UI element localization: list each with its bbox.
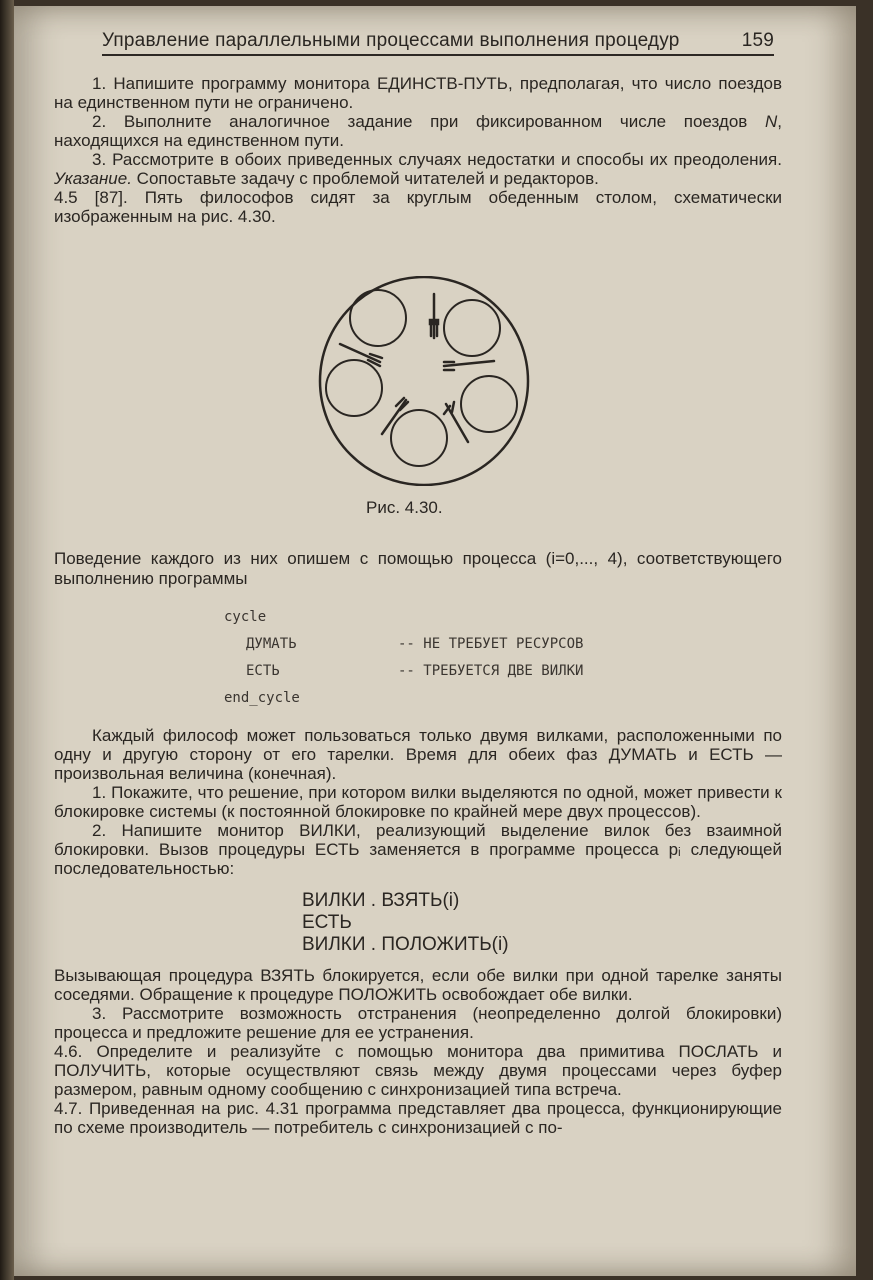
procedure-line: ВИЛКИ . ВЗЯТЬ(i) (302, 890, 460, 911)
paragraph: Вызывающая процедура ВЗЯТЬ блокируется, если обе вилки при одной тарелке заняты соседями. Обращение к процедуре ПОЛОЖИТЬ освобождает обе вилки. (54, 966, 782, 1004)
variable-n: N (764, 112, 778, 131)
code-command: ДУМАТЬ (246, 636, 297, 652)
hint-label: Указание. (54, 169, 132, 188)
fork-icon (382, 398, 408, 434)
exercise-2: 2. Напишите монитор ВИЛКИ, реализующий выделение вилок без взаимной блокировки. Вызов процедуры ЕСТЬ заменяется в программе процесса pᵢ следующей последовательностью: (54, 821, 782, 878)
code-line (224, 604, 583, 631)
plate-1 (350, 290, 406, 346)
book-spine-shadow (0, 0, 14, 1280)
fork-icon (444, 361, 494, 370)
code-keyword-cycle: cycle (224, 609, 267, 625)
exercise-3-text-a: 3. Рассмотрите в обоих приведенных случаях недостатки и способы их преодоления. (92, 150, 782, 169)
exercise-3-text-b: Сопоставьте задачу с проблемой читателей и редакторов. (131, 169, 599, 188)
book-page (14, 6, 856, 1276)
problem-4-5: 4.5 [87]. Пять философов сидят за круглым обеденным столом, схематически изображенным на рис. 4.30. (54, 188, 782, 226)
code-comment: -- НЕ ТРЕБУЕТ РЕСУРСОВ (398, 636, 584, 652)
philosophers-table-figure (304, 276, 544, 486)
exercise-1: 1. Покажите, что решение, при котором вилки выделяются по одной, может привести к блокировке системы (к постоянной блокировке по крайней мере двух процессов). (54, 783, 782, 821)
paragraph: Каждый философ может пользоваться только двумя вилками, расположенными по одну и другую сторону от его тарелки. Время для обеих фаз ДУМАТЬ и ЕСТЬ — произвольная величина (конечная). (54, 726, 782, 783)
figure-caption: Рис. 4.30. (366, 498, 443, 517)
code-line (224, 631, 583, 658)
procedure-line: ЕСТЬ (302, 912, 352, 933)
code-listing (224, 604, 583, 712)
exercise-3: 3. Рассмотрите возможность отстранения (неопределенно долгой блокировки) процесса и предложите решение для ее устранения. (54, 1004, 782, 1042)
code-comment: -- ТРЕБУЕТСЯ ДВЕ ВИЛКИ (398, 663, 584, 679)
plate-2 (444, 300, 500, 356)
exercise-2-text-a: 2. Выполните аналогичное задание при фиксированном числе поездов (92, 112, 765, 131)
process-description: Поведение каждого из них опишем с помощью процесса (i=0,..., 4), соответствующего выполнению программы (54, 549, 782, 588)
exercise-3 (54, 150, 782, 188)
code-line (224, 685, 583, 712)
page-number: 159 (741, 30, 774, 51)
exercise-2 (54, 112, 782, 150)
code-keyword-end-cycle: end_cycle (224, 690, 300, 706)
code-command: ЕСТЬ (246, 663, 280, 679)
problem-4-6: 4.6. Определите и реализуйте с помощью монитора два примитива ПОСЛАТЬ и ПОЛУЧИТЬ, которые осуществляют связь между двумя процессами через буфер размером, равным одному сообщению с синхронизацией типа встреча. (54, 1042, 782, 1099)
header-title: Управление параллельными процессами выполнения процедур (102, 30, 680, 51)
exercise-1: 1. Напишите программу монитора ЕДИНСТВ-ПУТЬ, предполагая, что число поездов на единственном пути не ограничено. (54, 74, 782, 112)
plate-4 (461, 376, 517, 432)
code-line (224, 658, 583, 685)
problem-4-7: 4.7. Приведенная на рис. 4.31 программа представляет два процесса, функционирующие по схеме производитель — потребитель с синхронизацией с по- (54, 1099, 782, 1137)
procedure-line: ВИЛКИ . ПОЛОЖИТЬ(i) (302, 934, 509, 955)
plate-3 (326, 360, 382, 416)
lower-text-block (54, 726, 782, 1137)
exercise-2-text-b: , находящихся на единственном пути. (54, 112, 782, 150)
running-header (102, 30, 774, 56)
procedure-sequence (302, 890, 782, 956)
fork-icon (340, 344, 382, 366)
fork-icon (430, 294, 438, 338)
plate-5 (391, 410, 447, 466)
top-text-block (54, 74, 782, 226)
